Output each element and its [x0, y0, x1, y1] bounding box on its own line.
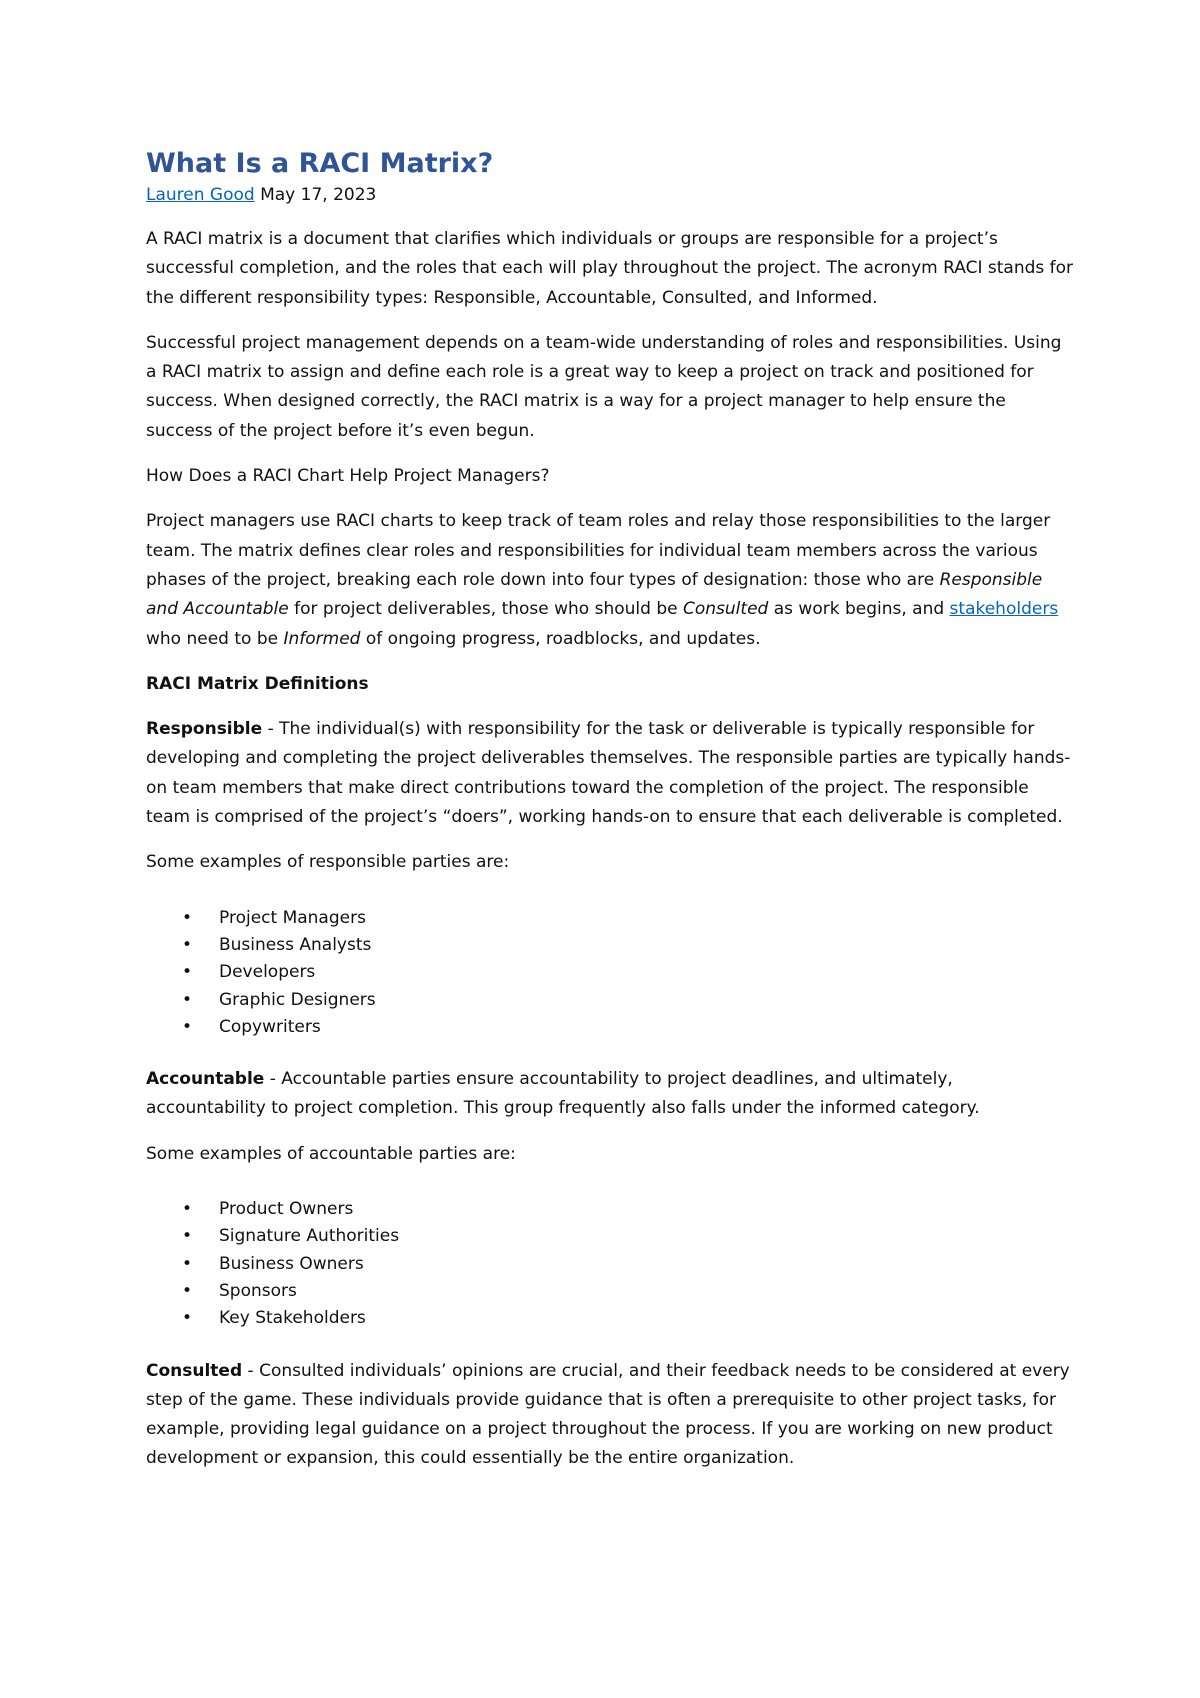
how-text-2: for project deliverables, those who should be — [288, 599, 683, 620]
accountable-examples-intro: Some examples of accountable parties are: — [146, 1143, 516, 1164]
definitions-heading-text: RACI Matrix Definitions — [146, 673, 369, 694]
list-item-text: Copywriters — [219, 1016, 321, 1037]
bullet-icon: • — [182, 962, 193, 983]
how-text-1: Project managers use RACI charts to keep track of team roles and relay those responsibilities to the larger team. The matrix defines clear roles and responsibilities for individual team members across the various phases of the project, breaking each role down into four types of designation: those who are — [146, 511, 1051, 590]
consulted-text: - Consulted individuals’ opinions are crucial, and their feedback needs to be considered at every step of the game. These individuals provide guidance that is often a prerequisite to other project tasks, for example, providing legal guidance on a project throughout the process. If you are working on new product development or expansion, this could essentially be the entire organization. — [146, 1360, 1070, 1469]
responsible-term: Responsible — [146, 719, 263, 740]
responsible-definition — [146, 715, 1076, 832]
list-item — [182, 932, 1076, 959]
consulted-term: Consulted — [146, 1360, 243, 1381]
accountable-term: Accountable — [146, 1069, 265, 1090]
byline — [146, 182, 1076, 208]
list-item — [182, 1251, 1076, 1278]
intro-paragraph-2: Successful project management depends on a team-wide understanding of roles and responsibilities. Using a RACI matrix to assign and define each role is a great way to keep a project on track and positioned for success. When designed correctly, the RACI matrix is a way for a project manager to help ensure the success of the project before it’s even begun. — [146, 332, 1062, 441]
how-text-3: as work begins, and — [768, 599, 950, 620]
how-emphasis-informed: Informed — [283, 628, 361, 649]
list-item-text: Business Analysts — [219, 934, 372, 955]
bullet-icon: • — [182, 1253, 193, 1274]
bullet-icon: • — [182, 934, 193, 955]
article-title: What Is a RACI Matrix? — [146, 148, 494, 179]
list-item-text: Key Stakeholders — [219, 1308, 366, 1329]
list-item-text: Developers — [219, 962, 316, 983]
responsible-examples-list — [146, 905, 1076, 1041]
definitions-heading — [146, 670, 1076, 699]
bullet-icon: • — [182, 1199, 193, 1220]
list-item — [182, 1278, 1076, 1305]
accountable-examples-list — [146, 1196, 1076, 1332]
how-text-5: of ongoing progress, roadblocks, and updates. — [360, 628, 761, 649]
list-item-text: Graphic Designers — [219, 989, 376, 1010]
list-item — [182, 1223, 1076, 1250]
accountable-definition — [146, 1065, 1076, 1124]
bullet-icon: • — [182, 1308, 193, 1329]
document-page — [146, 146, 1076, 1490]
consulted-definition — [146, 1357, 1076, 1474]
list-item-text: Sponsors — [219, 1280, 297, 1301]
list-item — [182, 1014, 1076, 1041]
list-item-text: Business Owners — [219, 1253, 364, 1274]
list-item — [182, 987, 1076, 1014]
list-item-text: Signature Authorities — [219, 1226, 400, 1247]
accountable-text: - Accountable parties ensure accountability to project deadlines, and ultimately, accountability to project completion. This group frequently also falls under the informed category. — [146, 1069, 980, 1119]
list-item — [182, 905, 1076, 932]
responsible-text: - The individual(s) with responsibility for the task or deliverable is typically responsible for developing and completing the project deliverables themselves. The responsible parties are typically hands-on team members that make direct contributions toward the completion of the project. The responsible team is comprised of the project’s “doers”, working hands-on to ensure that each deliverable is completed. — [146, 719, 1071, 828]
stakeholders-link[interactable]: stakeholders — [949, 599, 1059, 620]
section-heading-how: How Does a RACI Chart Help Project Managers? — [146, 466, 550, 487]
how-emphasis-responsible-accountable: Responsible and Accountable — [146, 569, 1043, 620]
list-item — [182, 1305, 1076, 1332]
publish-date: May 17, 2023 — [260, 185, 377, 205]
list-item — [182, 959, 1076, 986]
author-link[interactable]: Lauren Good — [146, 185, 255, 205]
how-text-4: who need to be — [146, 628, 284, 649]
bullet-icon: • — [182, 907, 193, 928]
responsible-examples-intro: Some examples of responsible parties are: — [146, 852, 510, 873]
bullet-icon: • — [182, 989, 193, 1010]
how-paragraph — [146, 507, 1076, 653]
list-item-text: Product Owners — [219, 1199, 354, 1220]
list-item — [182, 1196, 1076, 1223]
bullet-icon: • — [182, 1280, 193, 1301]
intro-paragraph-1: A RACI matrix is a document that clarifies which individuals or groups are responsible for a project’s successful completion, and the roles that each will play throughout the project. The acronym RACI stands for the different responsibility types: Responsible, Accountable, Consulted, and Informed. — [146, 229, 1074, 308]
bullet-icon: • — [182, 1016, 193, 1037]
bullet-icon: • — [182, 1226, 193, 1247]
how-emphasis-consulted: Consulted — [683, 599, 769, 620]
list-item-text: Project Managers — [219, 907, 366, 928]
